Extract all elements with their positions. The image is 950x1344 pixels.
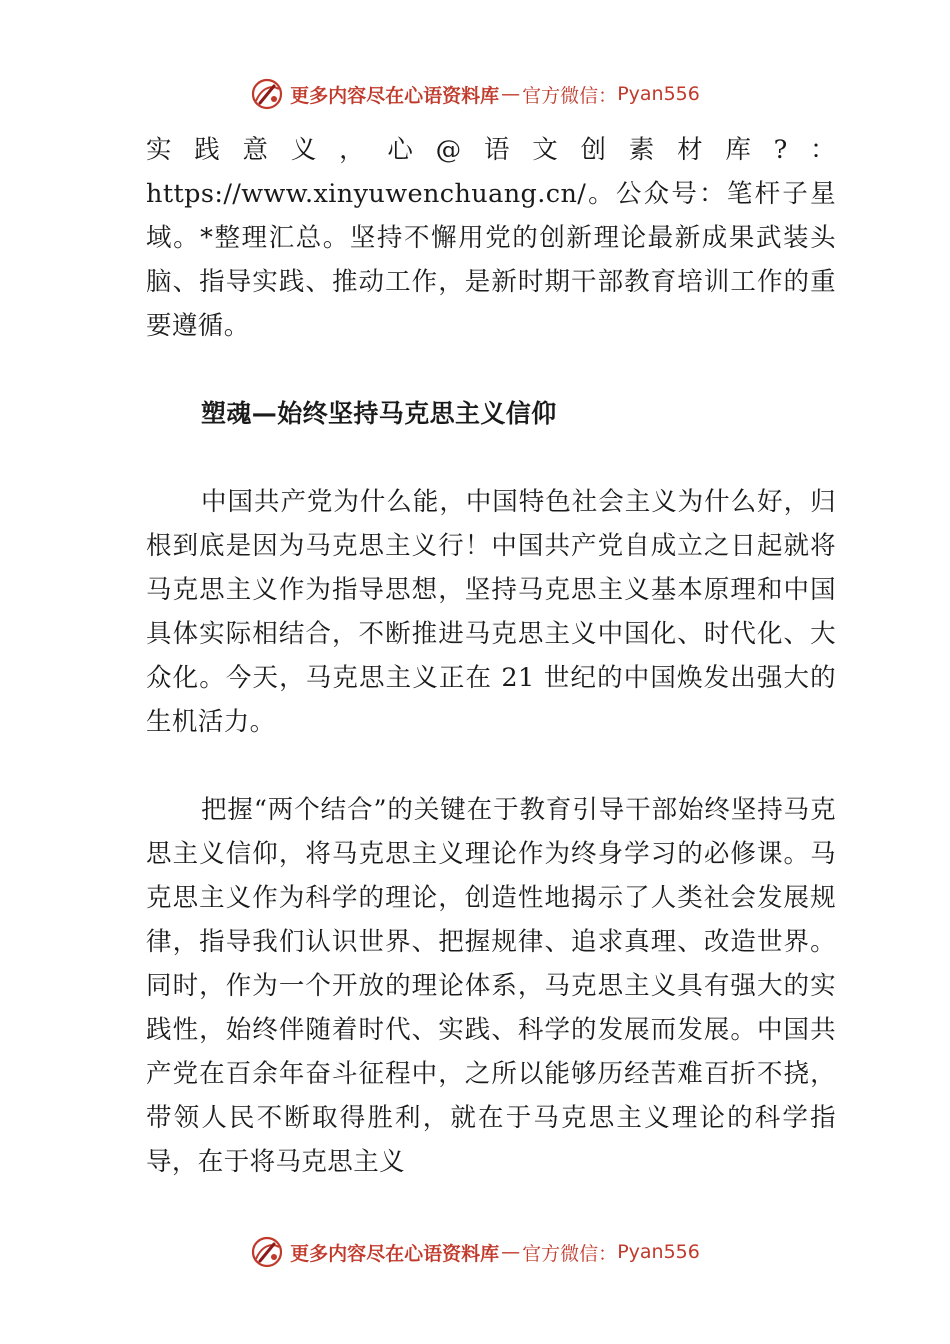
footer-banner bbox=[0, 1232, 950, 1272]
banner-wechat-id: Pyan556 bbox=[617, 83, 700, 105]
paragraph-gap bbox=[146, 744, 836, 788]
banner-brand-text: 更多内容尽在心语资料库 bbox=[290, 84, 500, 107]
banner-separator: — bbox=[501, 83, 521, 105]
header-banner bbox=[0, 74, 950, 114]
banner-separator: — bbox=[501, 1241, 521, 1263]
banner-wechat-label: 官方微信： bbox=[522, 84, 618, 107]
brand-logo-icon bbox=[250, 77, 284, 111]
paragraph-gap bbox=[146, 348, 836, 392]
banner-wechat-label: 官方微信： bbox=[522, 1242, 618, 1265]
banner-wechat-id: Pyan556 bbox=[617, 1241, 700, 1263]
section-heading: 塑魂—始终坚持马克思主义信仰 bbox=[201, 399, 557, 428]
document-body bbox=[146, 128, 836, 1184]
banner-brand-text: 更多内容尽在心语资料库 bbox=[290, 1242, 500, 1265]
body-paragraph-2: 把握“两个结合”的关键在于教育引导干部始终坚持马克思主义信仰，将马克思主义理论作为终身学习的必修课。马克思主义作为科学的理论，创造性地揭示了人类社会发展规律，指导我们认识世界、把握规律、追求真理、改造世界。同时，作为一个开放的理论体系，马克思主义具有强大的实践性，始终伴随着时代、实践、科学的发展而发展。中国共产党在百余年奋斗征程中，之所以能够历经苦难百折不挠，带领人民不断取得胜利，就在于马克思主义理论的科学指导，在于将马克思主义 bbox=[146, 795, 836, 1177]
intro-paragraph: 实践意义，心@语文创素材库?：https://www.xinyuwenchuang.cn/。公众号：笔杆子星域。*整理汇总。坚持不懈用党的创新理论最新成果武装头脑、指导实践、推动工作，是新时期干部教育培训工作的重要遵循。 bbox=[146, 135, 836, 341]
paragraph-gap bbox=[146, 436, 836, 480]
brand-logo-icon bbox=[250, 1235, 284, 1269]
body-paragraph-1: 中国共产党为什么能，中国特色社会主义为什么好，归根到底是因为马克思主义行！中国共产党自成立之日起就将马克思主义作为指导思想，坚持马克思主义基本原理和中国具体实际相结合，不断推进马克思主义中国化、时代化、大众化。今天，马克思主义正在 21 世纪的中国焕发出强大的生机活力。 bbox=[146, 487, 836, 737]
